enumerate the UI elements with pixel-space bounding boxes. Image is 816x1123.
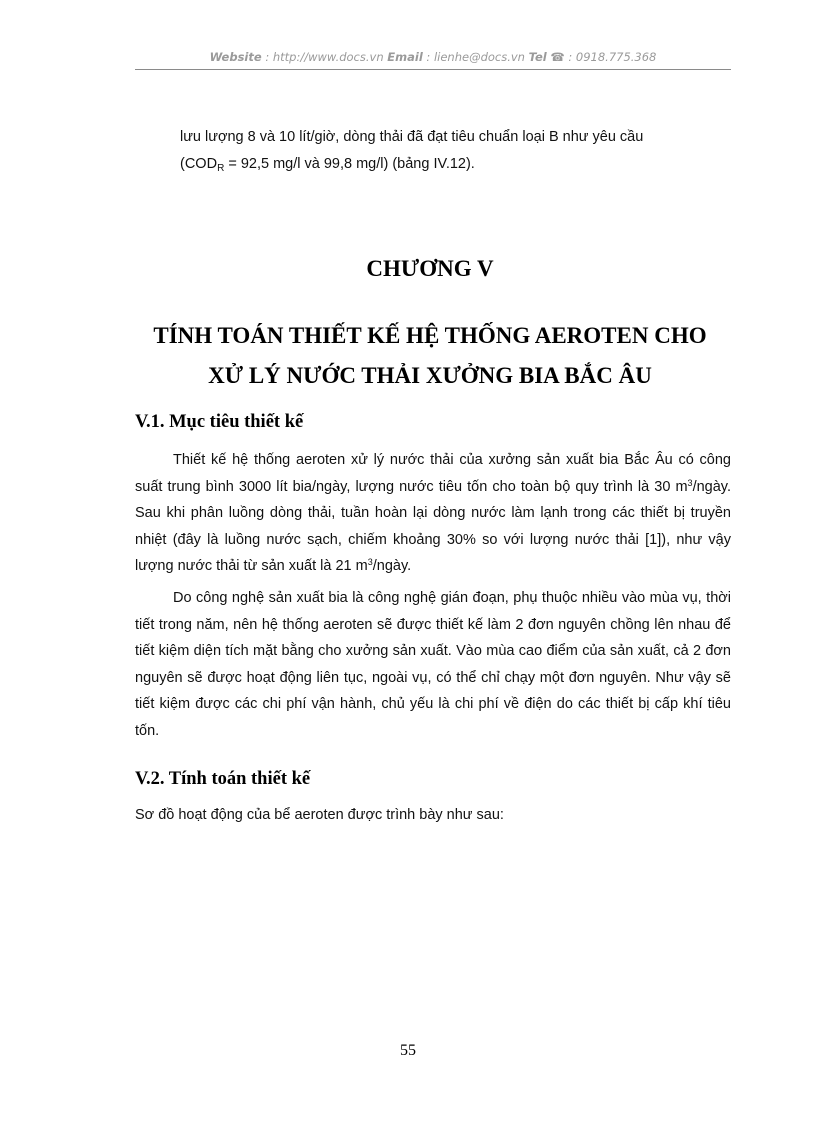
website-label: Website	[209, 50, 262, 64]
p1-text-a: Thiết kế hệ thống aeroten xử lý nước thải của xưởng sản xuất bia Bắc Âu có công suất trung bình 3000 lít bia/ngày, lượng nước tiêu tốn cho toàn bộ quy trình là 30 m	[135, 452, 731, 495]
chapter-title-line-2: XỬ LÝ NƯỚC THẢI XƯỞNG BIA BẮC ÂU	[208, 363, 652, 388]
tel-value: ☎ : 0918.775.368	[546, 50, 657, 64]
chapter-title-line-1: TÍNH TOÁN THIẾT KẾ HỆ THỐNG AEROTEN CHO	[153, 323, 707, 348]
p1-text-c: /ngày.	[372, 558, 412, 574]
intro-cod-subscript: R	[217, 162, 225, 174]
section-2-heading: V.2. Tính toán thiết kế	[135, 769, 311, 789]
section-1-heading: V.1. Mục tiêu thiết kế	[135, 412, 304, 432]
tel-label: Tel	[528, 50, 547, 64]
p2-text: Do công nghệ sản xuất bia là công nghệ gián đoạn, phụ thuộc nhiều vào mùa vụ, thời tiết trong năm, nên hệ thống aeroten sẽ được thiết kế làm 2 đơn nguyên chồng lên nhau để tiết kiệm diện tích mặt bằng cho xưởng sản xuất. Vào mùa cao điểm của sản xuất, cả 2 đơn nguyên sẽ được hoạt động liên tục, ngoài vụ, có thể chỉ chạy một đơn nguyên. Như vậy sẽ tiết kiệm được các chi phí vận hành, chủ yếu là chi phí về điện do các thiết bị cấp khí tiêu tốn.	[135, 590, 731, 739]
intro-cod-values: = 92,5 mg/l và 99,8 mg/l) (bảng IV.12).	[224, 155, 475, 172]
email-value: : lienhe@docs.vn	[422, 50, 529, 64]
chapter-title	[80, 316, 780, 396]
page-header	[135, 50, 731, 64]
intro-cod-text: (COD	[180, 155, 218, 172]
p1-superscript-1: 3	[687, 477, 693, 488]
intro-paragraph	[135, 124, 776, 182]
header-divider	[135, 69, 731, 70]
chapter-number: CHƯƠNG V	[366, 256, 494, 281]
section-2-paragraph-1: Sơ đồ hoạt động của bể aeroten được trình bày như sau:	[135, 807, 504, 823]
intro-line-2	[180, 151, 776, 183]
section-1-paragraph-1	[135, 447, 731, 580]
p1-text-b: /ngày. Sau khi phân luồng dòng thải, tuần hoàn lại dòng nước làm lạnh trong các thiết bị truyền nhiệt (đây là luồng nước sạch, chiếm khoảng 30% so với lượng nước thải [1]), như vậy lượng nước thải từ sản xuất là 21 m	[135, 478, 731, 574]
intro-line-1: lưu lượng 8 và 10 lít/giờ, dòng thải đã đạt tiêu chuẩn loại B như yêu cầu	[180, 129, 644, 145]
p1-superscript-2: 3	[367, 557, 373, 567]
page-number: 55	[400, 1042, 416, 1059]
section-1-paragraph-2	[135, 585, 731, 744]
website-value: : http://www.docs.vn	[261, 50, 388, 64]
email-label: Email	[387, 50, 423, 64]
